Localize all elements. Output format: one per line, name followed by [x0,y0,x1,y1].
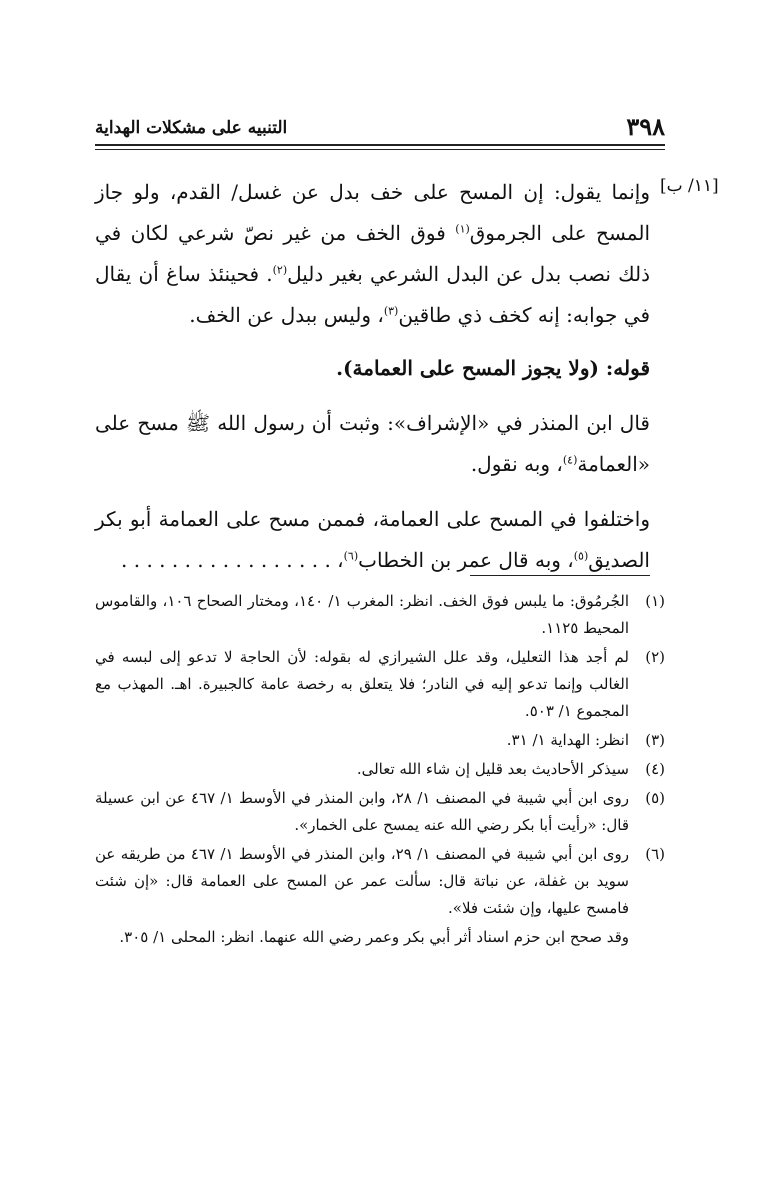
footnote-text: الجُرمُوق: ما يلبس فوق الخف. انظر: المغرب ١/ ١٤٠، ومختار الصحاح ١٠٦، والقاموس المحيط ١١٢٥. [95,592,629,637]
footnote-text: روى ابن أبي شيبة في المصنف ١/ ٢٩، وابن المنذر في الأوسط ١/ ٤٦٧ من طريقه عن سويد بن غفلة، عن نباتة قال: سألت عمر عن المسح على العمامة قال: «إن شئت فامسح عليها، وإن شئت فلا». [95,845,629,917]
footnote-text: روى ابن أبي شيبة في المصنف ١/ ٢٨، وابن المنذر في الأوسط ١/ ٤٦٧ عن ابن عسيلة قال: «رأيت أبا بكر رضي الله عنه يمسح على الخمار». [95,789,630,834]
footnote-ref-4[interactable]: (٤) [562,453,578,467]
footnote-2 [95,644,665,725]
footnote-ref-3[interactable]: (٣) [383,304,399,318]
footnote-number: (٢) [645,648,665,666]
running-header [95,112,665,142]
footnote-4 [95,756,665,783]
paragraph-1 [95,172,650,336]
text-run: قال ابن المنذر في «الإشراف»: وثبت أن رسول الله ﷺ مسح على «العمامة [95,411,650,476]
text-run: ، وبه نقول. [470,452,563,476]
footnote-ref-5[interactable]: (٥) [573,549,589,563]
footnote-separator [470,575,650,576]
footnote-ref-1[interactable]: (١) [455,222,470,236]
page-number: ٣٩٨ [626,112,665,141]
footnote-6 [95,841,665,922]
footnote-number: (٣) [645,731,665,749]
footnote-1 [95,588,665,642]
footnote-text: سيذكر الأحاديث بعد قليل إن شاء الله تعالى. [356,760,629,778]
header-rule-thin [95,149,665,150]
footnote-number: (٦) [645,845,665,863]
footnote-text: انظر: الهداية ١/ ٣١. [506,731,629,749]
footnote-6-continuation: وقد صحح ابن حزم اسناد أثر أبي بكر وعمر رضي الله عنهما. انظر: المحلى ١/ ٣٠٥. [119,928,629,946]
footnote-number: (١) [645,592,665,610]
footnote-number: (٥) [645,789,665,807]
footnotes [95,588,665,953]
footnote-ref-2[interactable]: (٢) [272,263,288,277]
text-run: واختلفوا في المسح على العمامة، فممن مسح على العمامة أبو بكر الصديق [95,507,650,572]
paragraph-2 [95,403,650,485]
running-title: التنبيه على مشكلات الهداية [95,118,288,138]
text-run: ، . . . . . . . . . . . . . . . . . [121,548,344,572]
text-run: ، وبه قال عمر بن الخطاب [358,548,574,572]
footnote-ref-6[interactable]: (٦) [343,549,359,563]
text-run: . فحينئذ ساغ أن يقال في جوابه: إنه كخف ذي طاقين [95,262,650,327]
margin-folio-note: [١١/ ب] [660,176,719,196]
footnote-text: لم أجد هذا التعليل، وقد علل الشيرازي له بقوله: لأن الحاجة لا تدعو إلى لبسه في الغالب وإنما تدعو إليه في النادر؛ فلا يتعلق به رخصة عامة كالجبيرة. اهـ. المهذب مع المجموع ١/ ٥٠٣. [95,648,629,720]
footnote-3 [95,727,665,754]
text-run: وإنما يقول: إن المسح على خف بدل عن غسل/ القدم، ولو جاز المسح على الجرموق [95,180,651,245]
footnote-5 [95,785,665,839]
text-run: فوق الخف من غير نصّ شرعي لكان في ذلك نصب بدل عن البدل الشرعي بغير دليل [95,221,650,286]
quoted-heading: قوله: (ولا يجوز المسح على العمامة). [336,356,650,380]
main-text [95,172,650,581]
header-rule-thick [95,144,665,146]
paragraph-3 [95,499,650,581]
footnote-number: (٤) [645,760,665,778]
text-run: ، وليس ببدل عن الخف. [189,303,384,327]
